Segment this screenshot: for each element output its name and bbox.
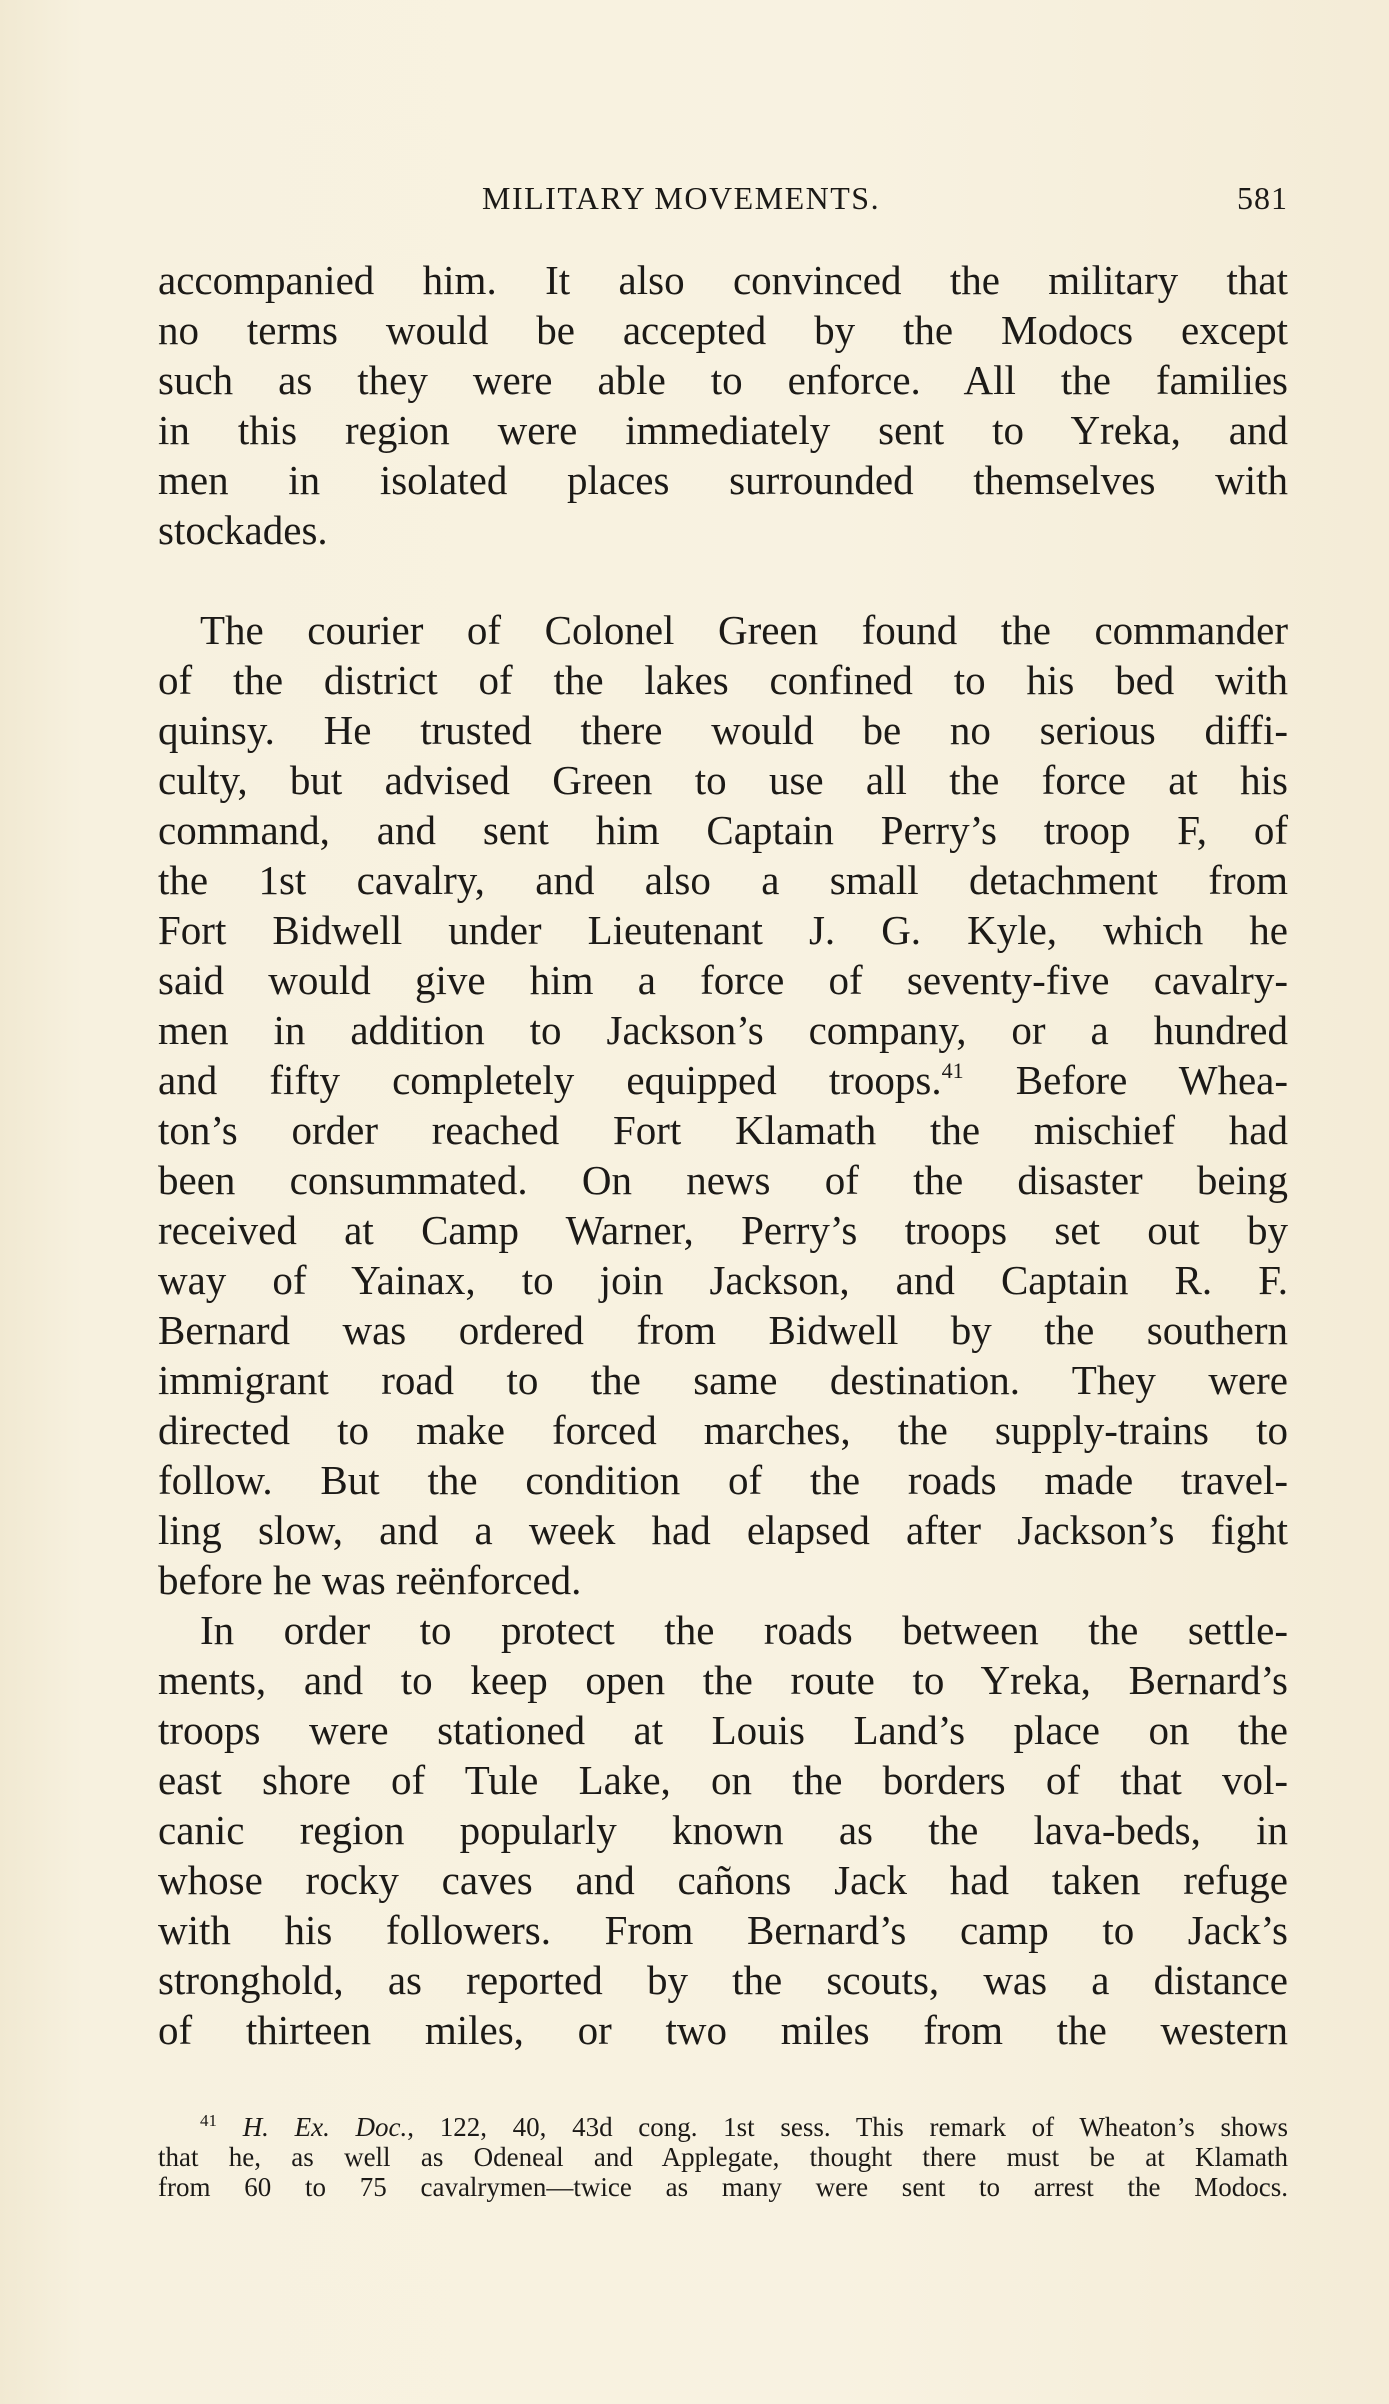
footnote-line: from 60 to 75 cavalrymen—twice as many were sent to arrest the Modocs. bbox=[158, 2172, 1288, 2202]
text-line: men in addition to Jackson’s company, or a hundred bbox=[158, 1007, 1288, 1053]
footnote-line: that he, as well as Odeneal and Applegate, thought there must be at Klamath bbox=[158, 2142, 1288, 2172]
text-line: before he was reënforced. bbox=[158, 1557, 582, 1603]
text-line: Bernard was ordered from Bidwell by the southern bbox=[158, 1307, 1288, 1353]
text-segment: and fifty completely equipped troops. bbox=[158, 1057, 942, 1103]
text-line: In order to protect the roads between the settle- bbox=[200, 1607, 1288, 1653]
text-line: stronghold, as reported by the scouts, was a distance bbox=[158, 1957, 1288, 2003]
paragraph-1 bbox=[158, 255, 1288, 555]
text-line: quinsy. He trusted there would be no serious diffi- bbox=[158, 707, 1288, 753]
text-line: canic region popularly known as the lava-beds, in bbox=[158, 1807, 1288, 1853]
text-line: with his followers. From Bernard’s camp to Jack’s bbox=[158, 1907, 1288, 1953]
page-number: 581 bbox=[1237, 180, 1288, 216]
text-line: culty, but advised Green to use all the force at his bbox=[158, 757, 1288, 803]
text-line: Fort Bidwell under Lieutenant J. G. Kyle, which he bbox=[158, 907, 1288, 953]
text-line: said would give him a force of seventy-five cavalry- bbox=[158, 957, 1288, 1003]
text-line: men in isolated places surrounded themselves with bbox=[158, 457, 1288, 503]
text-line: accompanied him. It also convinced the military that bbox=[158, 257, 1288, 303]
text-line: troops were stationed at Louis Land’s place on the bbox=[158, 1707, 1288, 1753]
text-line: follow. But the condition of the roads made travel- bbox=[158, 1457, 1288, 1503]
text-line: such as they were able to enforce. All the families bbox=[158, 357, 1288, 403]
text-line: command, and sent him Captain Perry’s troop F, of bbox=[158, 807, 1288, 853]
paragraph-gap bbox=[158, 555, 1288, 605]
footnote-block bbox=[158, 2112, 1288, 2202]
text-line: ton’s order reached Fort Klamath the mischief had bbox=[158, 1107, 1288, 1153]
text-line: stockades. bbox=[158, 507, 328, 553]
text-line: whose rocky caves and cañons Jack had taken refuge bbox=[158, 1857, 1288, 1903]
text-line: been consummated. On news of the disaster being bbox=[158, 1157, 1288, 1203]
text-segment: Before Whea- bbox=[963, 1057, 1288, 1103]
text-line: no terms would be accepted by the Modocs except bbox=[158, 307, 1288, 353]
body-text bbox=[158, 255, 1288, 2055]
running-head bbox=[158, 180, 1288, 224]
footnote-reference: 41 bbox=[941, 1058, 964, 1083]
text-line: the 1st cavalry, and also a small detachment from bbox=[158, 857, 1288, 903]
text-line: way of Yainax, to join Jackson, and Captain R. F. bbox=[158, 1257, 1288, 1303]
footnote-text: , 122, 40, 43d cong. 1st sess. This remark of Wheaton’s shows bbox=[407, 2112, 1288, 2142]
paragraph-2 bbox=[158, 605, 1288, 1605]
text-line: immigrant road to the same destination. They were bbox=[158, 1357, 1288, 1403]
footnote-citation: H. Ex. Doc. bbox=[242, 2112, 408, 2142]
paragraph-3 bbox=[158, 1605, 1288, 2055]
text-line: of the district of the lakes confined to his bed with bbox=[158, 657, 1288, 703]
text-line: The courier of Colonel Green found the commander bbox=[200, 607, 1288, 653]
text-line: directed to make forced marches, the supply-trains to bbox=[158, 1407, 1288, 1453]
text-line: ling slow, and a week had elapsed after Jackson’s fight bbox=[158, 1507, 1288, 1553]
footnote-line bbox=[158, 2112, 1288, 2142]
footnote-marker: 41 bbox=[200, 2111, 217, 2130]
text-line-with-footnote bbox=[158, 1055, 1288, 1105]
text-line: east shore of Tule Lake, on the borders of that vol- bbox=[158, 1757, 1288, 1803]
text-line: ments, and to keep open the route to Yreka, Bernard’s bbox=[158, 1657, 1288, 1703]
running-head-title: MILITARY MOVEMENTS. bbox=[482, 180, 881, 216]
text-line: in this region were immediately sent to Yreka, and bbox=[158, 407, 1288, 453]
text-line: received at Camp Warner, Perry’s troops set out by bbox=[158, 1207, 1288, 1253]
text-line: of thirteen miles, or two miles from the western bbox=[158, 2007, 1288, 2053]
